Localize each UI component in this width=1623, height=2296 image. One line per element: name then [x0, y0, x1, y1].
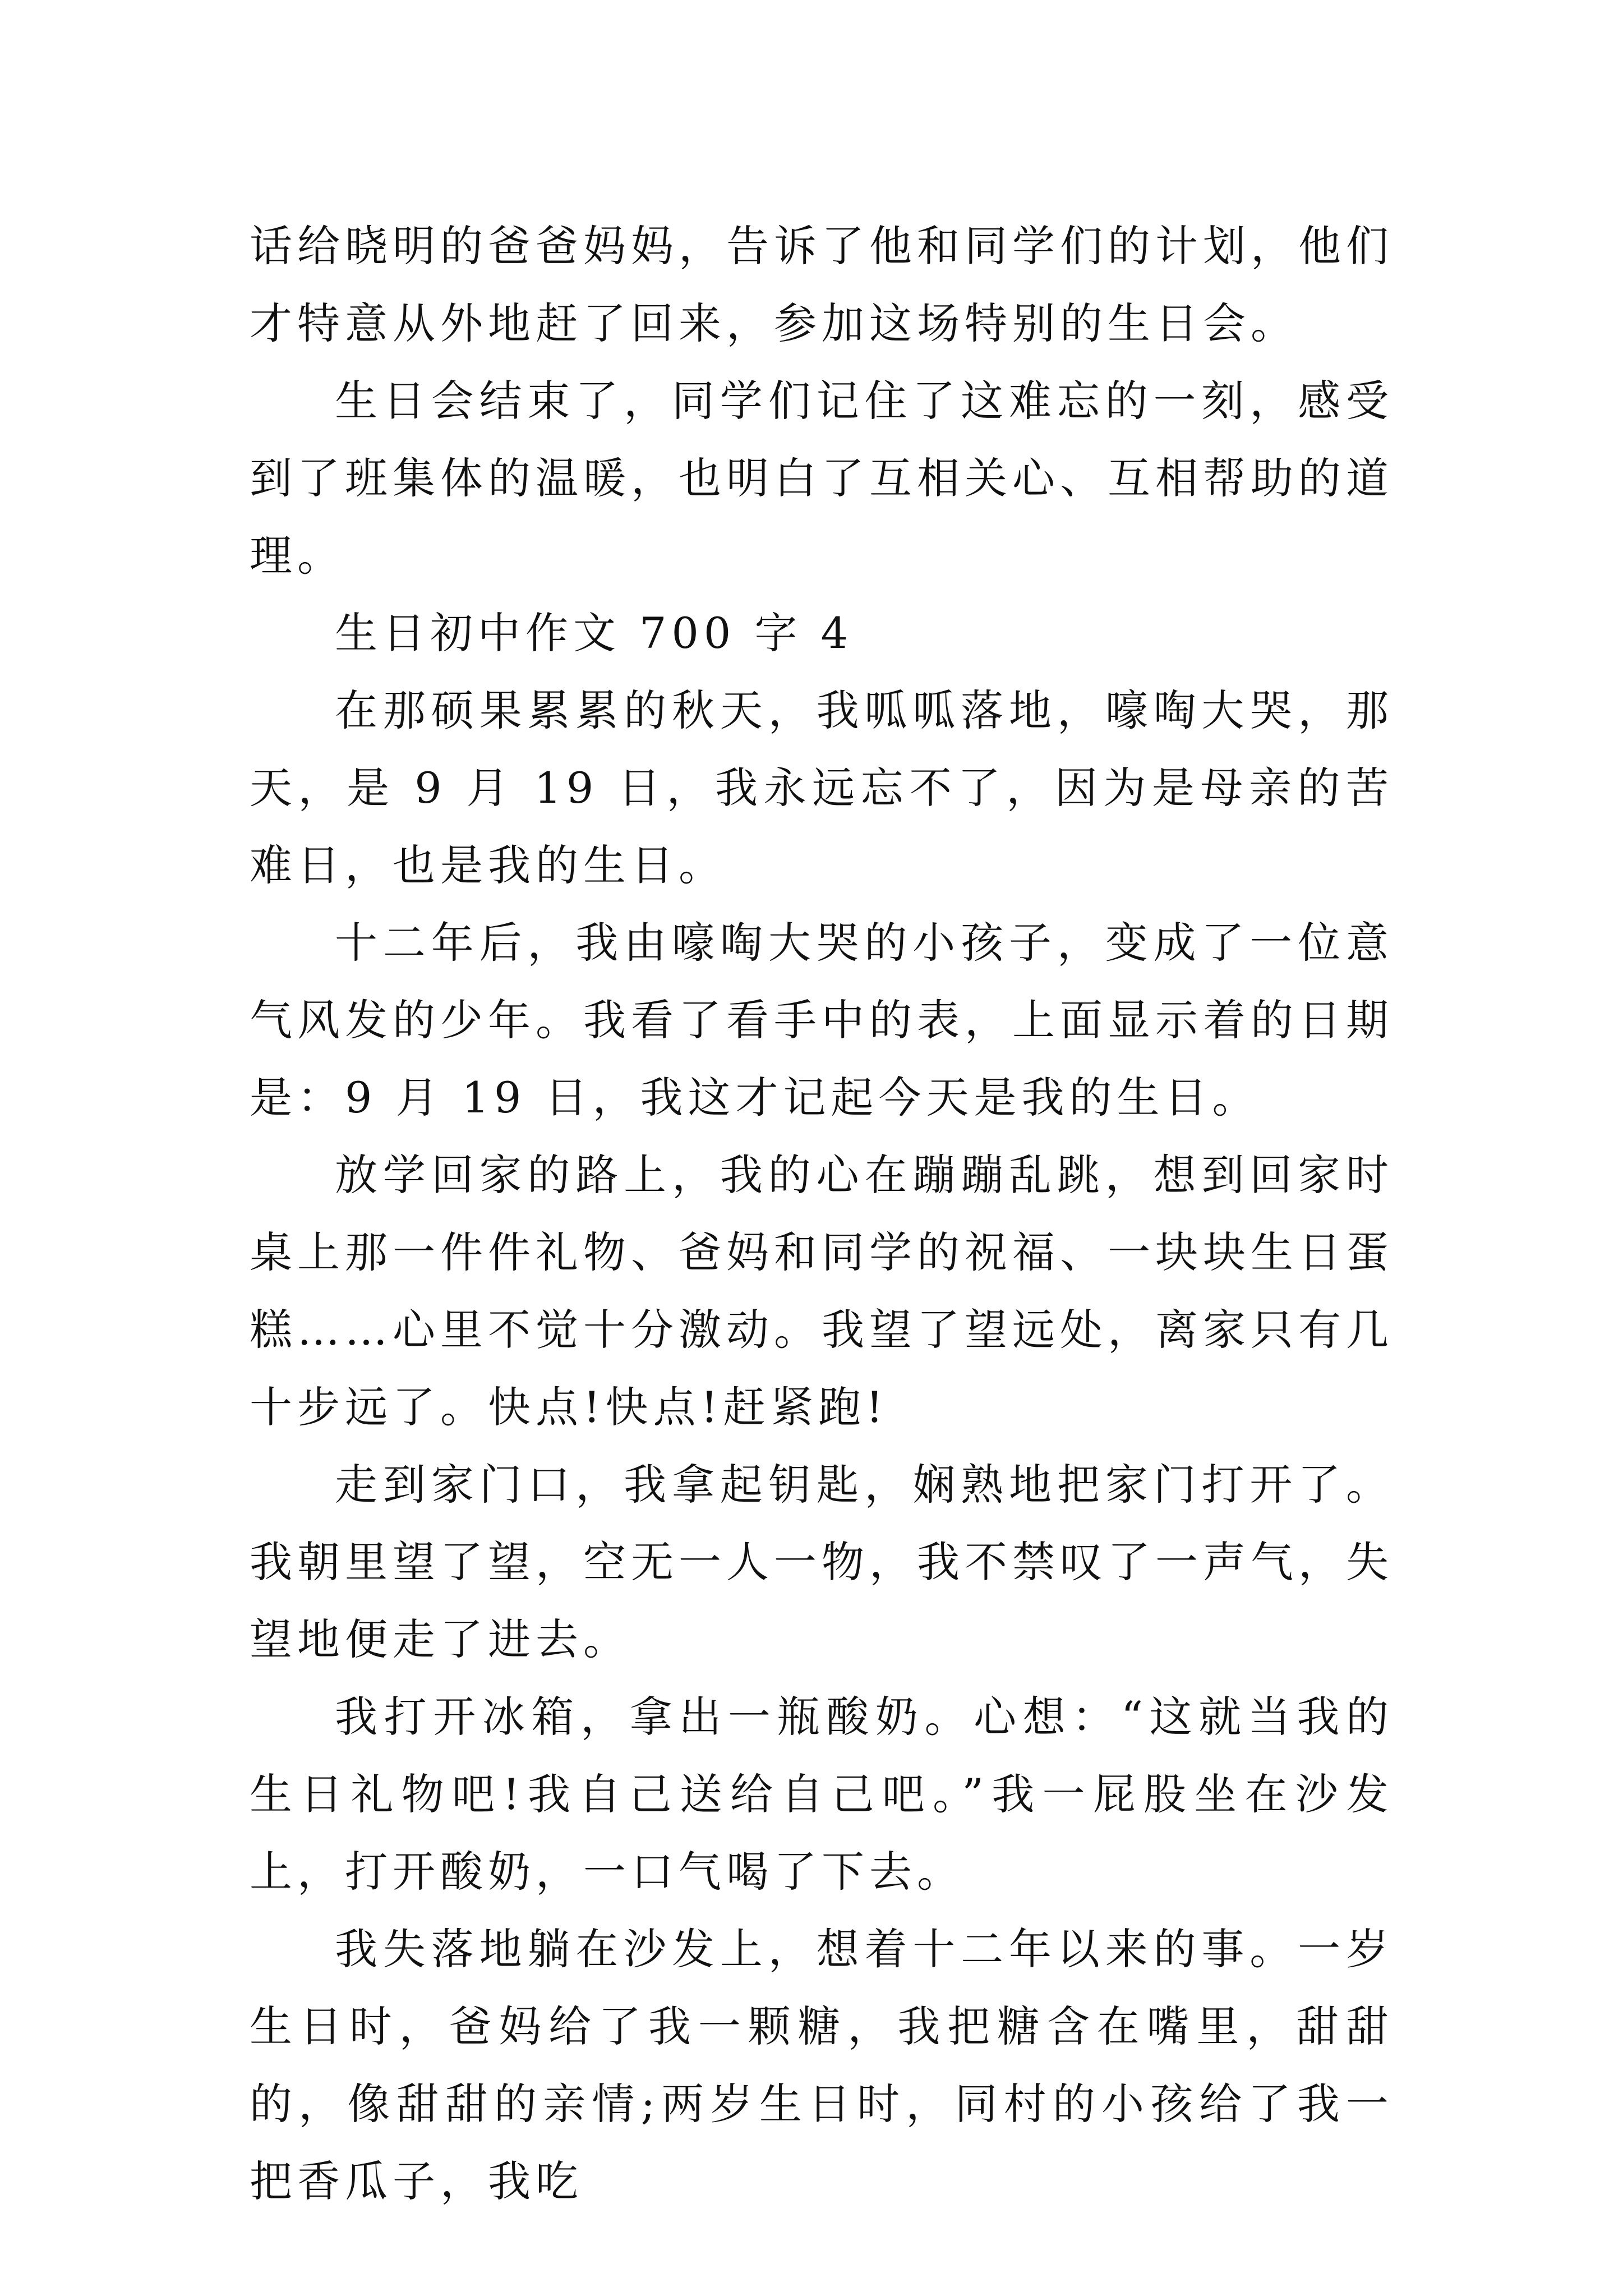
paragraph-1: 话给晓明的爸爸妈妈，告诉了他和同学们的计划，他们才特意从外地赶了回来，参加这场特别的生日会。: [250, 221, 1394, 348]
document-page: [250, 208, 1394, 2220]
paragraph-8: 我失落地躺在沙发上，想着十二年以来的事。一岁生日时，爸妈给了我一颗糖，我把糖含在嘴里，甜甜的，像甜甜的亲情;两岁生日时，同村的小孩给了我一把香瓜子，我吃: [250, 1924, 1394, 2206]
paragraph-3: 在那硕果累累的秋天，我呱呱落地，嚎啕大哭，那天，是 9 月 19 日，我永远忘不了，因为是母亲的苦难日，也是我的生日。: [250, 685, 1394, 890]
paragraph-5: 放学回家的路上，我的心在蹦蹦乱跳，想到回家时桌上那一件件礼物、爸妈和同学的祝福、一块块生日蛋糕……心里不觉十分激动。我望了望远处，离家只有几十步远了。快点!快点!赶紧跑!: [250, 1150, 1394, 1432]
section-heading: 生日初中作文 700 字 4: [335, 608, 853, 658]
paragraph-4: 十二年后，我由嚎啕大哭的小孩子，变成了一位意气风发的少年。我看了看手中的表，上面显示着的日期是：9 月 19 日，我这才记起今天是我的生日。: [250, 918, 1394, 1122]
paragraph-2: 生日会结束了，同学们记住了这难忘的一刻，感受到了班集体的温暖，也明白了互相关心、互相帮助的道理。: [250, 376, 1394, 581]
paragraph-6: 走到家门口，我拿起钥匙，娴熟地把家门打开了。我朝里望了望，空无一人一物，我不禁叹了一声气，失望地便走了进去。: [250, 1460, 1394, 1664]
paragraph-7: 我打开冰箱，拿出一瓶酸奶。心想：“这就当我的生日礼物吧!我自己送给自己吧。”我一屁股坐在沙发上，打开酸奶，一口气喝了下去。: [250, 1692, 1394, 1897]
